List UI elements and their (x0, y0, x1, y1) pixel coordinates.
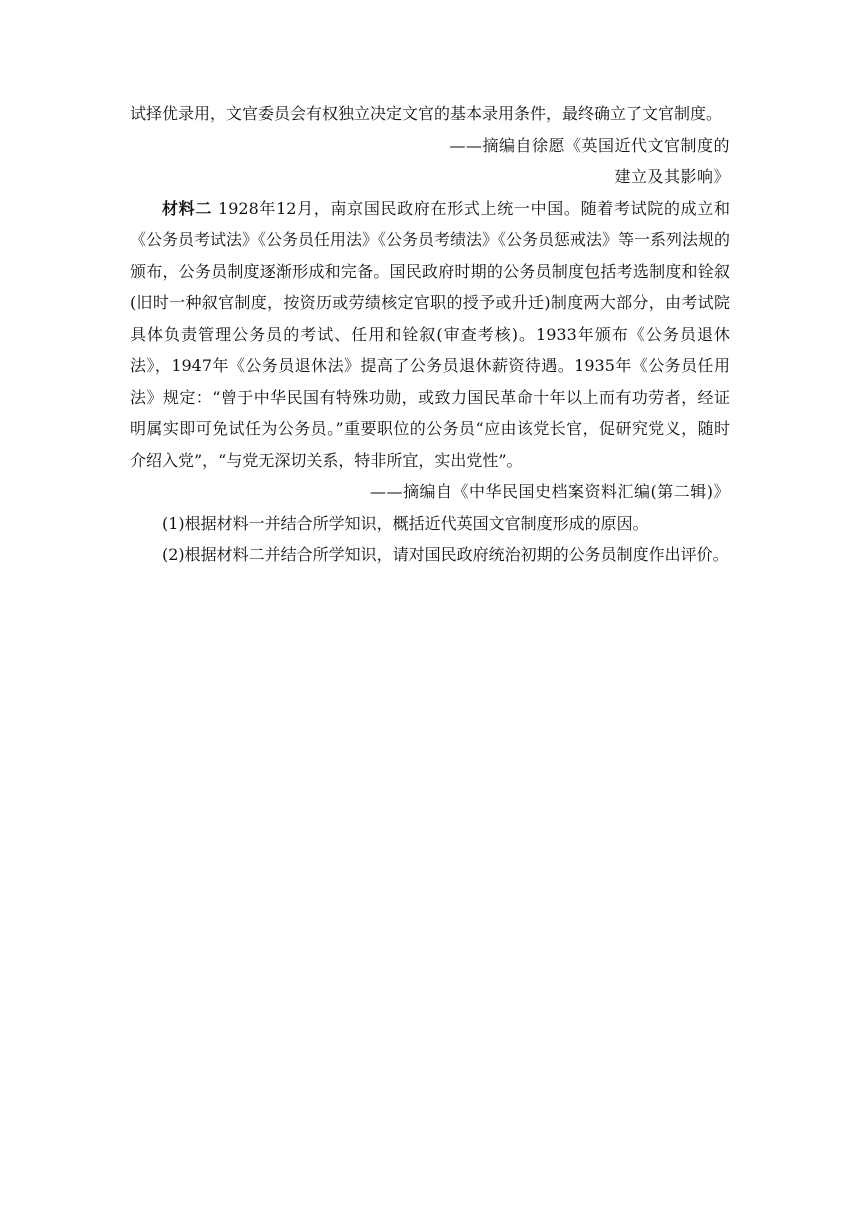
material2-paragraph (130, 193, 730, 477)
question-1: (1)根据材料一并结合所学知识，概括近代英国文官制度形成的原因。 (162, 513, 649, 533)
material2-label: 材料二 (162, 198, 213, 218)
material1-source-line1: ——摘编自徐愿《英国近代文官制度的 (449, 135, 730, 155)
question-2: (2)根据材料二并结合所学知识，请对国民政府统治初期的公务员制度作出评价。 (162, 545, 729, 564)
material1-continuation: 试择优录用，文官委员会有权独立决定文官的基本录用条件，最终确立了文官制度。 (130, 104, 723, 123)
material2-body: 1928年12月，南京国民政府在形式上统一中国。随着考试院的成立和《公务员考试法》《公务员任用法》《公务员考绩法》《公务员惩戒法》等一系列法规的颁布，公务员制度逐渐形成和完备。国民政府时期的公务员制度包括考选制度和铨叙(旧时一种叙官制度，按资历或劳绩核定官职的授予或升迁)制度两大部分，由考试院具体负责管理公务员的考试、任用和铨叙(审查考核)。1933年颁布《公务员退休法》，1947年《公务员退休法》提高了公务员退休薪资待遇。1935年《公务员任用法》规定：“曾于中华民国有特殊功勋，或致力国民革命十年以上而有功劳者，经证明属实即可免试任为公务员。”重要职位的公务员“应由该党长官，促研究党义，随时介绍入党”，“与党无深切关系，特非所宜，实出党性”。 (130, 198, 731, 470)
material1-source-line2: 建立及其影响》 (614, 167, 730, 186)
document-content (130, 98, 730, 571)
material2-source: ——摘编自《中华民国史档案资料汇编(第二辑)》 (370, 482, 730, 501)
